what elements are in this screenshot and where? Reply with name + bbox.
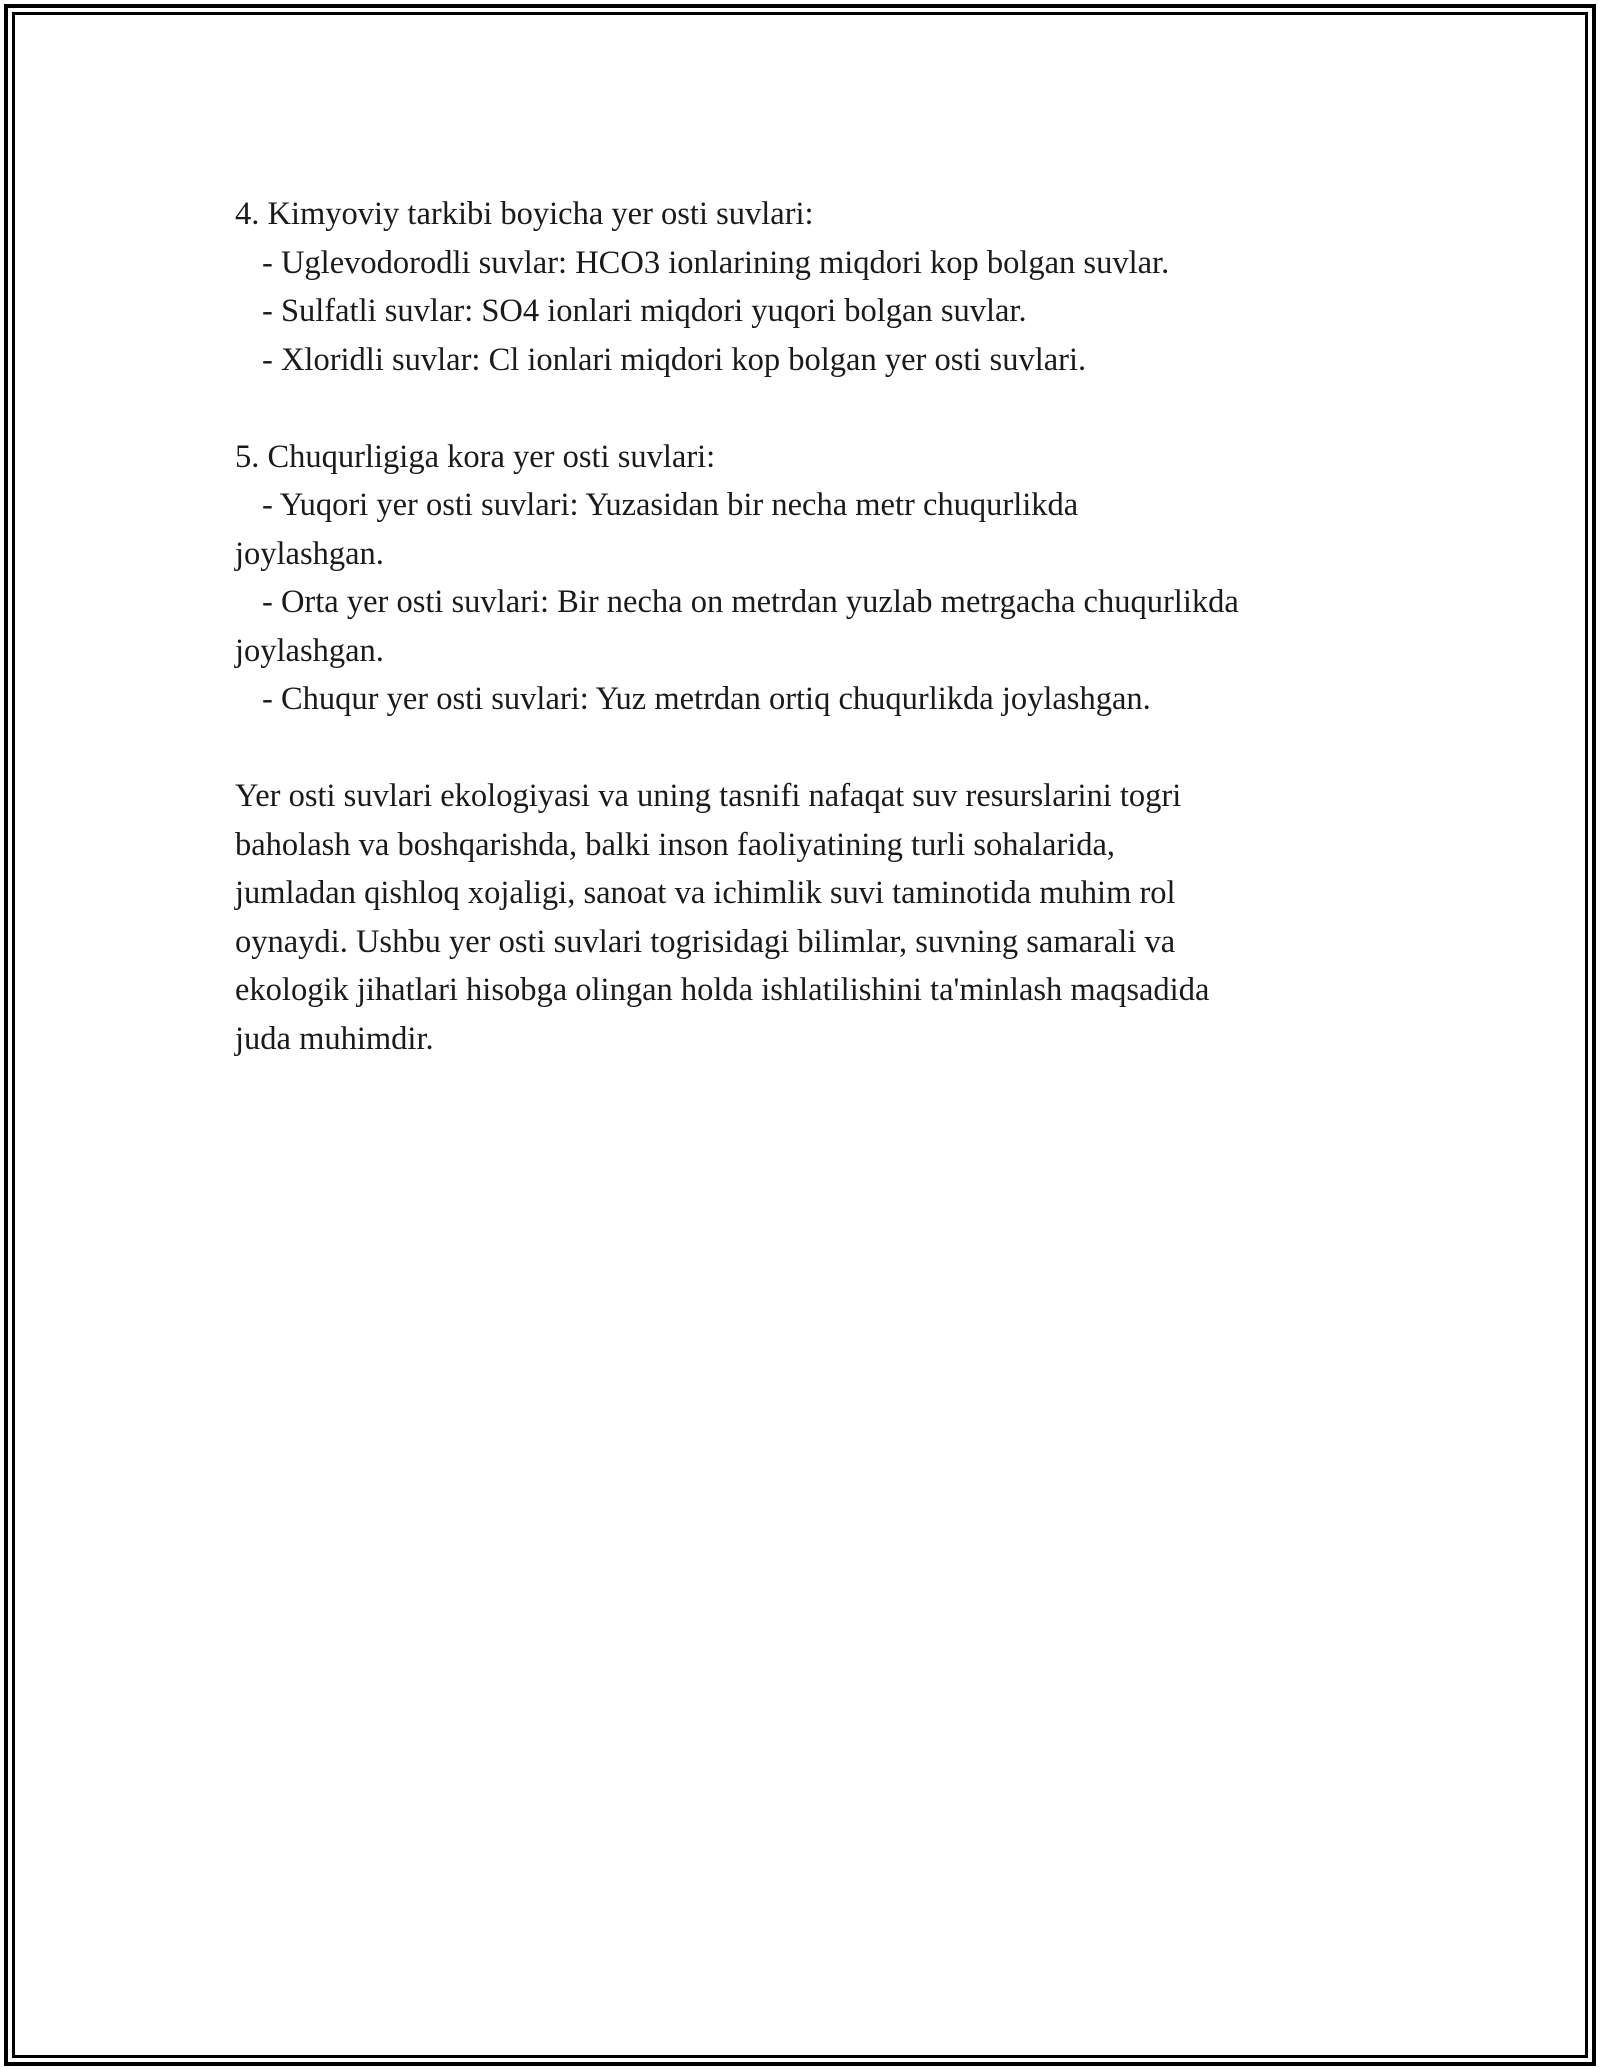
section-depth <box>235 433 1395 724</box>
list-item-shallow-waters: - Yuqori yer osti suvlari: Yuzasidan bir necha metr chuqurlikda <box>262 487 1079 523</box>
section-heading: 4. Kimyoviy tarkibi boyicha yer osti suvlari: <box>235 196 814 232</box>
section-chemical-composition <box>235 190 1395 384</box>
paragraph-gap <box>235 384 1395 433</box>
document-body <box>235 190 1395 1063</box>
list-item-deep-waters: - Chuqur yer osti suvlari: Yuz metrdan ortiq chuqurlikda joylashgan. <box>262 681 1151 717</box>
paragraph-line: Yer osti suvlari ekologiyasi va uning tasnifi nafaqat suv resurslarini togri <box>235 778 1182 814</box>
paragraph-line: juda muhimdir. <box>235 1020 434 1057</box>
paragraph-line: baholash va boshqarishda, balki inson faoliyatining turli sohalarida, <box>235 826 1116 863</box>
list-item-shallow-waters-continuation: joylashgan. <box>235 535 384 572</box>
list-item-chloride-waters: - Xloridli suvlar: Cl ionlari miqdori kop bolgan yer osti suvlari. <box>262 341 1087 378</box>
paragraph-gap <box>235 724 1395 773</box>
paragraph-line: ekologik jihatlari hisobga olingan holda ishlatilishini ta'minlash maqsadida <box>235 972 1210 1008</box>
section-heading: 5. Chuqurligiga kora yer osti suvlari: <box>235 438 716 475</box>
list-item-middle-waters-continuation: joylashgan. <box>235 632 384 669</box>
list-item-bicarbonate-waters: - Uglevodorodli suvlar: HCO3 ionlarining miqdori kop bolgan suvlar. <box>262 244 1170 281</box>
list-item-sulfate-waters: - Sulfatli suvlar: SO4 ionlari miqdori yuqori bolgan suvlar. <box>262 293 1027 329</box>
paragraph-line: jumladan qishloq xojaligi, sanoat va ichimlik suvi taminotida muhim rol <box>235 875 1176 911</box>
paragraph-line: oynaydi. Ushbu yer osti suvlari togrisidagi bilimlar, suvning samarali va <box>235 923 1176 960</box>
conclusion-paragraph <box>235 772 1395 1063</box>
list-item-middle-waters: - Orta yer osti suvlari: Bir necha on metrdan yuzlab metrgacha chuqurlikda <box>262 584 1239 620</box>
